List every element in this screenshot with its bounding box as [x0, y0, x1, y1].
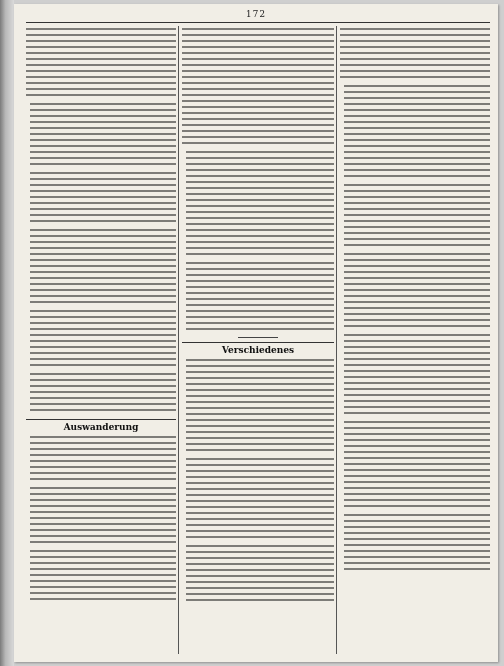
- page-number: 172: [245, 10, 267, 20]
- article-paragraph: [30, 172, 176, 226]
- article-paragraph: [30, 103, 176, 169]
- section-divider: [238, 337, 278, 338]
- column-1: [26, 26, 176, 654]
- column-divider: [178, 26, 179, 654]
- section-heading-verschiedenes: Verschiedenes: [182, 342, 334, 356]
- article-paragraph: [344, 85, 490, 181]
- column-divider: [336, 26, 337, 654]
- article-paragraph: [186, 458, 334, 542]
- binding-strip: [0, 0, 14, 666]
- article-paragraph: [186, 262, 334, 334]
- article-paragraph: [30, 373, 176, 415]
- article-paragraph: [186, 545, 334, 605]
- article-paragraph: [344, 184, 490, 250]
- article-paragraph: [344, 253, 490, 331]
- header-rule: [26, 22, 490, 23]
- article-paragraph: [182, 28, 334, 148]
- column-2: [182, 26, 334, 654]
- article-paragraph: [344, 421, 490, 511]
- section-heading-auswanderung: Auswanderung: [26, 419, 176, 433]
- article-paragraph: [30, 229, 176, 307]
- column-3: [340, 26, 490, 654]
- article-paragraph: [30, 310, 176, 370]
- article-paragraph: [26, 28, 176, 100]
- article-paragraph: [186, 151, 334, 259]
- article-paragraph: [30, 436, 176, 484]
- article-paragraph: [186, 359, 334, 455]
- newspaper-page: [14, 4, 498, 662]
- article-paragraph: [344, 334, 490, 418]
- article-paragraph: [30, 487, 176, 547]
- article-paragraph: [340, 28, 490, 82]
- article-paragraph: [30, 550, 176, 604]
- article-paragraph: [344, 514, 490, 574]
